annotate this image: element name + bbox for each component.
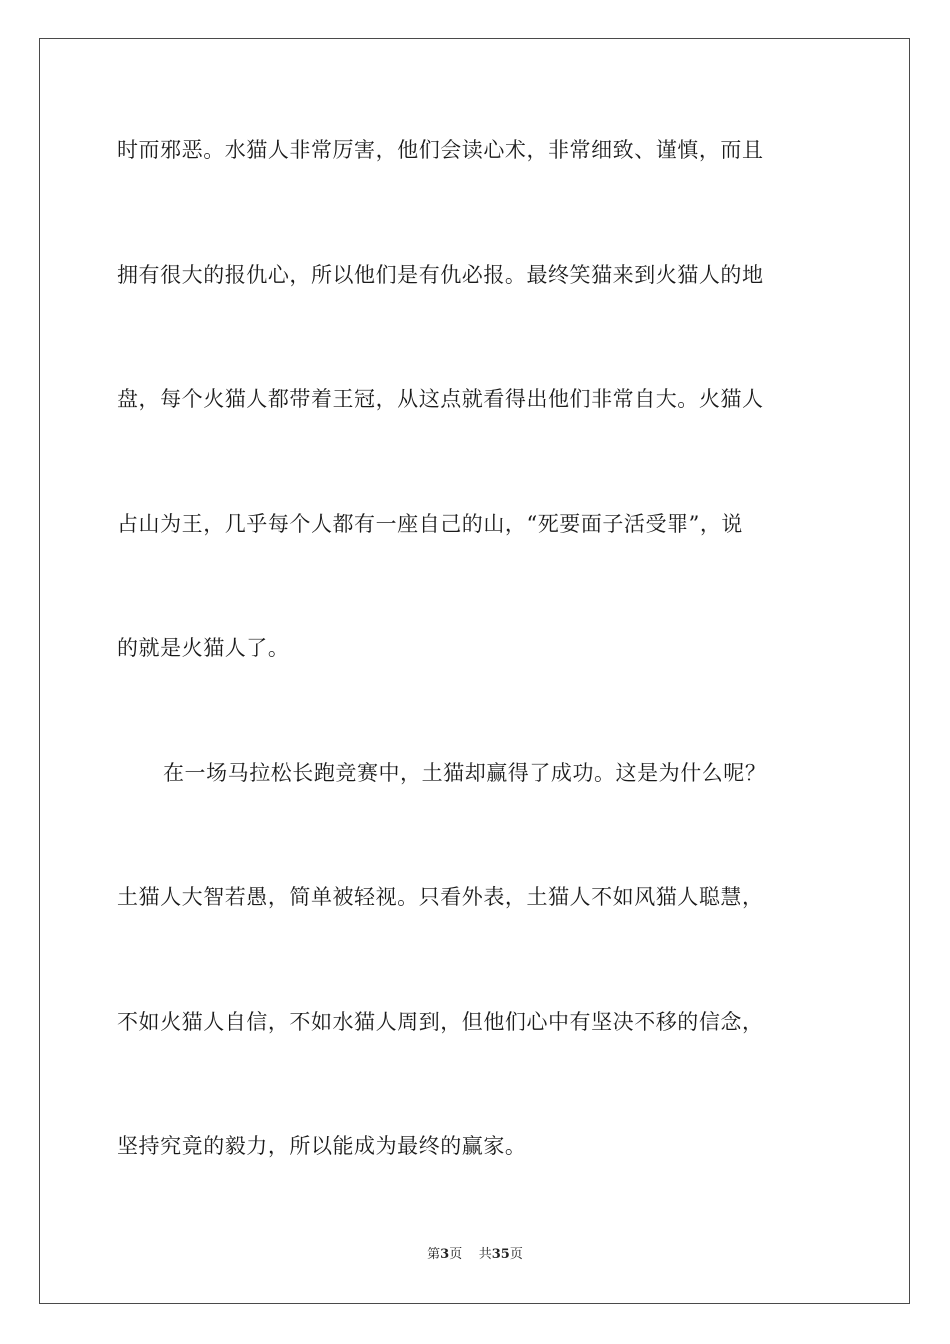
page-suffix: 页 (449, 1247, 463, 1262)
text-line: 不如火猫人自信，不如水猫人周到，但他们心中有坚决不移的信念， (117, 1010, 764, 1034)
text-line: 坚持究竟的毅力，所以能成为最终的赢家。 (117, 1134, 527, 1158)
text-line: 时而邪恶。水猫人非常厉害，他们会读心术，非常细致、谨慎，而且 (117, 138, 764, 162)
page-border (39, 38, 910, 1304)
text-line-indented: 在一场马拉松长跑竞赛中，土猫却赢得了成功。这是为什么呢？ (163, 761, 767, 785)
text-line: 占山为王，几乎每个人都有一座自己的山，“死要面子活受罪”，说 (117, 512, 743, 536)
total-pages: 35 (491, 1247, 510, 1262)
total-prefix: 共 (478, 1247, 492, 1262)
text-line: 土猫人大智若愚，简单被轻视。只看外表，土猫人不如风猫人聪慧， (117, 885, 764, 909)
total-suffix: 页 (509, 1247, 523, 1262)
text-line: 拥有很大的报仇心，所以他们是有仇必报。最终笑猫来到火猫人的地 (117, 263, 764, 287)
page-prefix: 第 (427, 1247, 441, 1262)
text-line: 盘，每个火猫人都带着王冠，从这点就看得出他们非常自大。火猫人 (117, 387, 764, 411)
page-footer (0, 1246, 950, 1264)
text-line: 的就是火猫人了。 (117, 636, 290, 660)
page-number: 3 (440, 1247, 450, 1262)
